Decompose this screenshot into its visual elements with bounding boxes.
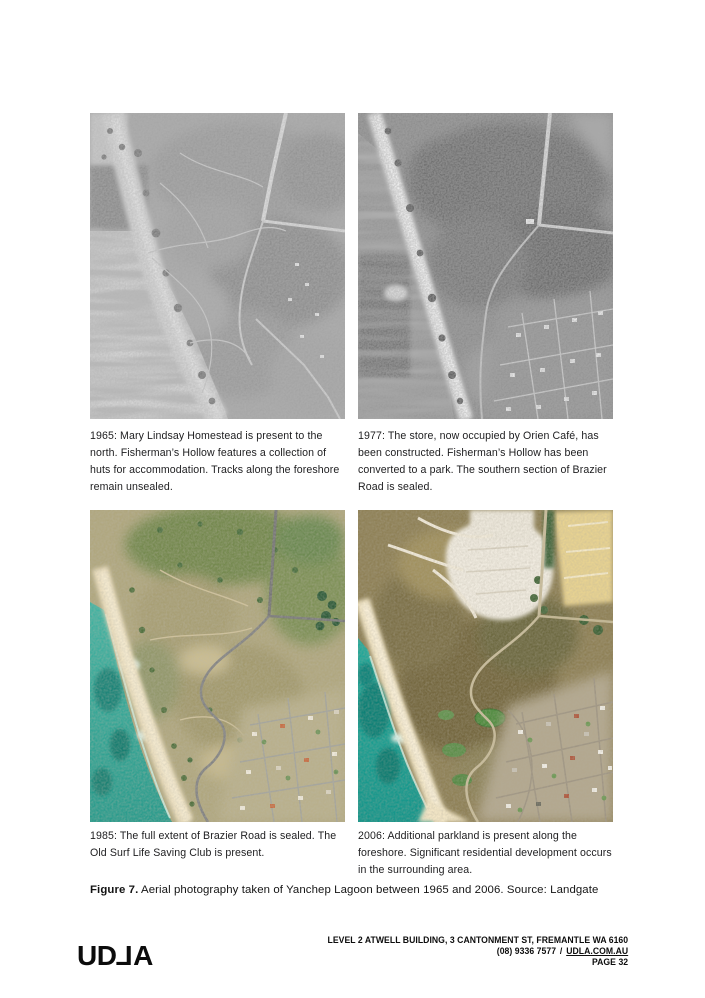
film-grain	[90, 510, 345, 822]
aerial-photo-1977	[358, 113, 613, 419]
logo-letter-a: A	[133, 940, 153, 971]
aerial-photo-1985	[90, 510, 345, 822]
figure-caption	[90, 883, 635, 898]
figure-label: Figure 7.	[90, 884, 139, 896]
footer-page-number: PAGE 32	[591, 957, 628, 967]
footer-separator: /	[559, 946, 563, 956]
logo-letter-d: D	[96, 940, 117, 971]
aerial-photo-1985-image	[90, 510, 345, 822]
footer-address-block	[327, 935, 628, 968]
udla-logo	[77, 941, 153, 971]
footer-phone: (08) 9336 7577	[496, 946, 556, 956]
caption-2006: 2006: Additional parkland is present along the foreshore. Significant residential development occurs in the surrounding area.	[358, 830, 612, 876]
logo-letter-l-mirrored: L	[116, 940, 134, 971]
film-grain	[358, 113, 613, 419]
figure-text: Aerial photography taken of Yanchep Lagoon between 1965 and 2006. Source: Landgate	[138, 884, 599, 896]
footer-address-line: LEVEL 2 ATWELL BUILDING, 3 CANTONMENT ST, FREMANTLE WA 6160	[327, 935, 628, 945]
film-grain	[90, 113, 345, 419]
caption-1977: 1977: The store, now occupied by Orien Café, has been constructed. Fisherman’s Hollow has been converted to a park. The southern section of Brazier Road is sealed.	[358, 430, 607, 493]
aerial-photo-1965	[90, 113, 345, 419]
footer-contact-line	[327, 946, 628, 957]
aerial-photo-1977-image	[358, 113, 613, 419]
film-grain	[358, 510, 613, 822]
aerial-photo-2006-image	[358, 510, 613, 822]
logo-letter-u: U	[77, 940, 97, 971]
caption-1965: 1965: Mary Lindsay Homestead is present to the north. Fisherman’s Hollow features a collection of huts for accommodation. Tracks along the foreshore remain unsealed.	[90, 430, 340, 493]
aerial-photo-2006	[358, 510, 613, 822]
caption-1985: 1985: The full extent of Brazier Road is sealed. The Old Surf Life Saving Club is present.	[90, 830, 337, 859]
aerial-photo-1965-image	[90, 113, 345, 419]
footer-website-link[interactable]: UDLA.COM.AU	[566, 946, 628, 956]
